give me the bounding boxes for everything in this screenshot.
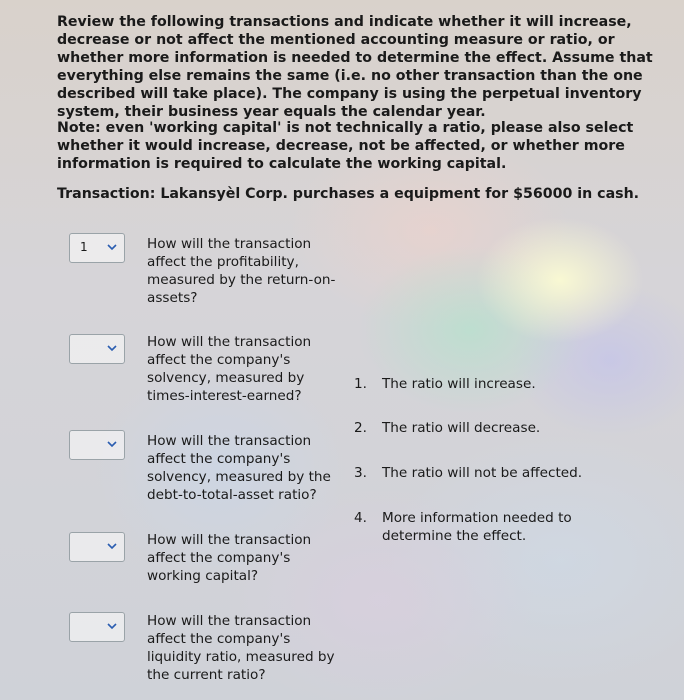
option-1 — [354, 375, 592, 393]
question-times-interest-earned: How will the transaction affect the company's solvency, measured by times-interest-earned? — [147, 334, 312, 404]
answer-select-debt-to-total-asset[interactable] — [69, 430, 125, 460]
answer-select-times-interest-earned[interactable] — [69, 334, 125, 364]
option-text: The ratio will decrease. — [382, 420, 541, 436]
question-return-on-assets: How will the transaction affect the profitability, measured by the return-on-assets? — [147, 236, 336, 306]
question-working-capital: How will the transaction affect the company's working capital? — [147, 532, 312, 584]
chevron-down-icon — [107, 242, 117, 252]
chevron-down-icon — [107, 541, 117, 551]
answer-select-current-ratio[interactable] — [69, 612, 125, 642]
option-number: 4. — [354, 510, 367, 526]
option-text: More information needed to determine the effect. — [382, 510, 572, 544]
option-4 — [354, 509, 577, 545]
option-number: 3. — [354, 465, 367, 481]
answer-select-return-on-assets[interactable] — [69, 233, 125, 263]
option-2 — [354, 419, 592, 437]
option-text: The ratio will increase. — [382, 376, 536, 392]
option-number: 2. — [354, 420, 367, 436]
chevron-down-icon — [107, 343, 117, 353]
instructions-intro: Review the following transactions and indicate whether it will increase, decrease or not affect the mentioned accounting measure or ratio, or whether more information is needed to determine the effect. Assume that everything else remains the same (i.e. no other transaction than the one described will take place). The company is using the perpetual inventory system, their business year equals the calendar year. — [57, 14, 653, 120]
option-3 — [354, 464, 592, 482]
chevron-down-icon — [107, 621, 117, 631]
transaction-description: Transaction: Lakansyèl Corp. purchases a equipment for $56000 in cash. — [57, 186, 640, 202]
instructions-note: Note: even 'working capital' is not technically a ratio, please also select whether it would increase, decrease, not be affected, or whether more information is required to calculate the working capital. — [57, 120, 634, 172]
answer-select-working-capital[interactable] — [69, 532, 125, 562]
selected-value: 1 — [80, 240, 88, 254]
chevron-down-icon — [107, 439, 117, 449]
option-number: 1. — [354, 376, 367, 392]
option-text: The ratio will not be affected. — [382, 465, 583, 481]
question-debt-to-total-asset: How will the transaction affect the company's solvency, measured by the debt-to-total-asset ratio? — [147, 433, 331, 503]
question-current-ratio: How will the transaction affect the company's liquidity ratio, measured by the current ratio? — [147, 613, 335, 683]
